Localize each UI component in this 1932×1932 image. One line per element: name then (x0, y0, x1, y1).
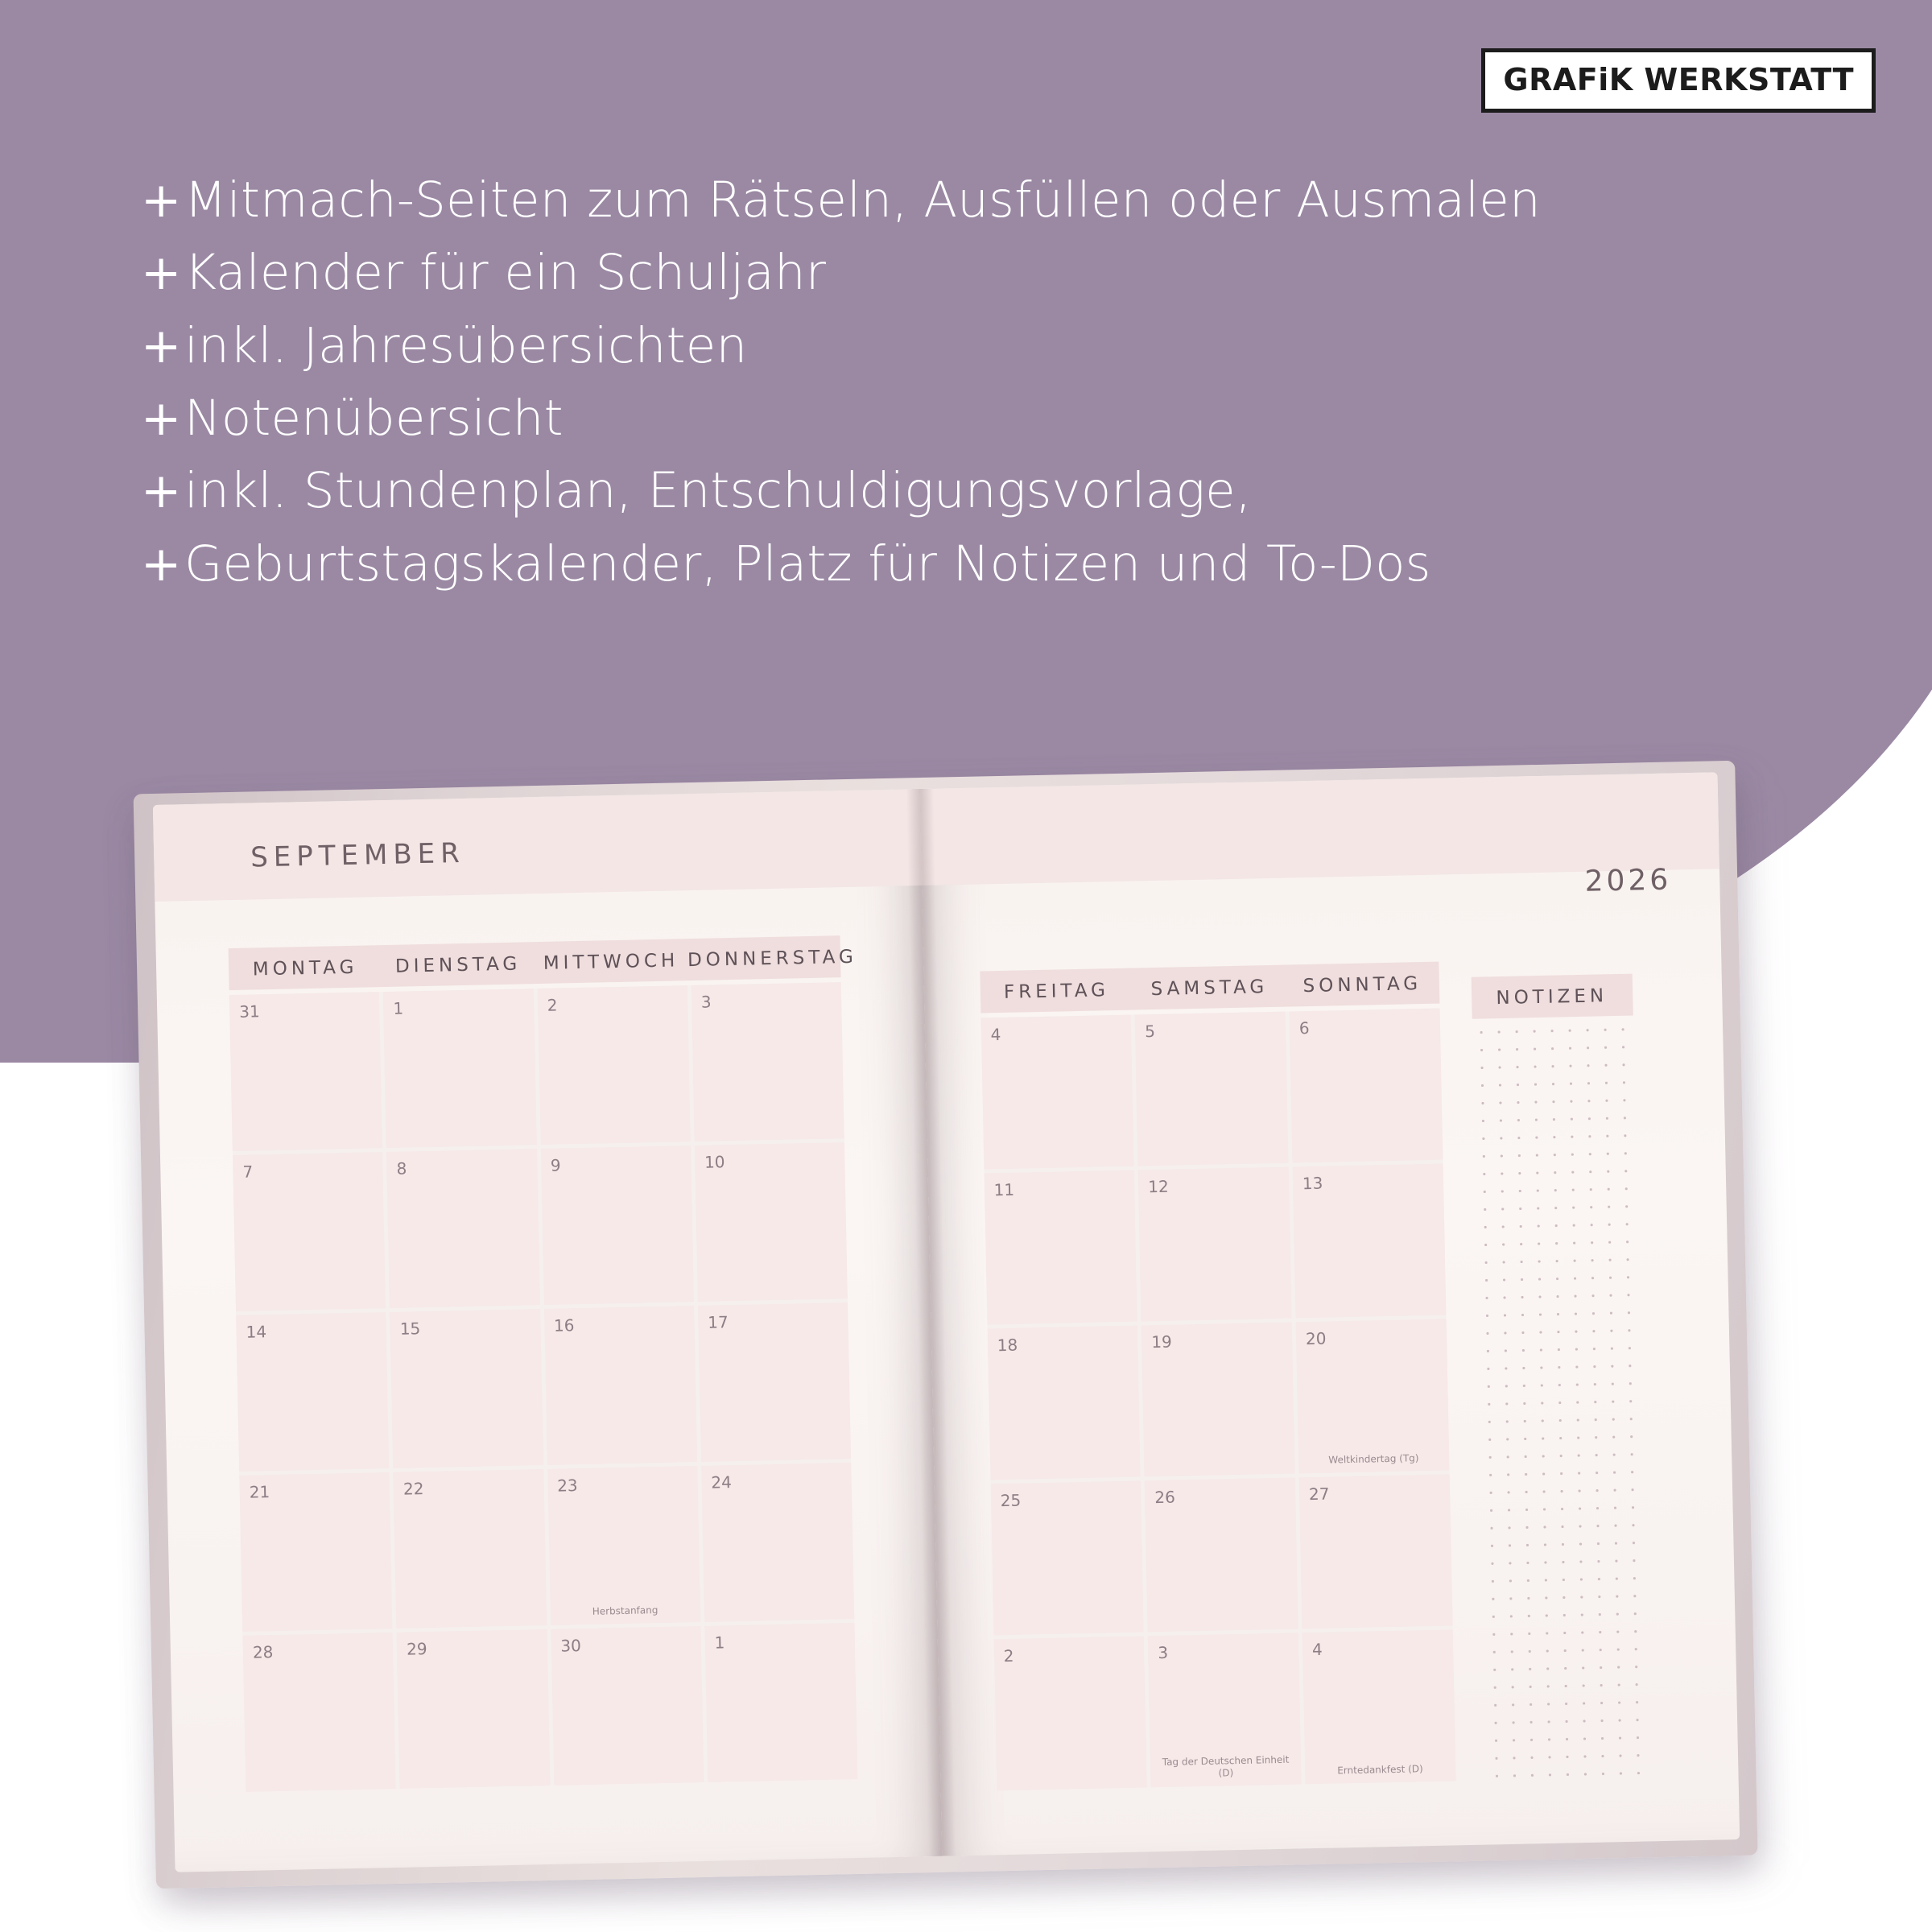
calendar-cell[interactable] (701, 1463, 854, 1622)
feature-list (141, 173, 1751, 609)
day-number: 16 (553, 1315, 575, 1335)
calendar-cell[interactable] (1145, 1477, 1298, 1632)
day-number: 29 (406, 1639, 427, 1659)
day-number: 21 (249, 1482, 270, 1502)
calendar-grid-left (229, 982, 858, 1792)
day-number: 3 (1158, 1642, 1169, 1663)
calendar-cell[interactable] (704, 1623, 857, 1782)
day-number: 14 (246, 1322, 267, 1342)
day-number: 17 (707, 1312, 729, 1332)
calendar-cell[interactable] (229, 992, 382, 1151)
calendar-book-photo (137, 769, 1795, 1912)
day-note (989, 1160, 1129, 1163)
feature-item-label: Kalender für ein Schuljahr (184, 244, 827, 302)
day-note (1300, 1309, 1441, 1312)
day-number: 27 (1308, 1484, 1330, 1505)
plus-icon: + (141, 317, 182, 374)
page-right (919, 772, 1740, 1856)
day-note (244, 1462, 384, 1465)
brand-badge (1481, 48, 1876, 113)
day-note (401, 1619, 541, 1622)
day-note (394, 1298, 535, 1302)
calendar-cell[interactable] (980, 1015, 1134, 1170)
day-note (699, 1132, 839, 1135)
page-left (153, 789, 943, 1872)
plus-icon: + (141, 463, 182, 520)
day-header-row-left (229, 935, 858, 990)
notes-header: NOTIZEN (1471, 974, 1633, 1019)
day-number: 12 (1148, 1176, 1169, 1197)
day-number: 30 (560, 1636, 582, 1656)
day-note (398, 1459, 538, 1462)
feature-item-label: Geburtstagskalender, Platz für Notizen und To-Dos (184, 535, 1431, 592)
calendar-cell[interactable] (1141, 1323, 1295, 1477)
day-number: 23 (556, 1476, 578, 1496)
day-note (712, 1773, 852, 1776)
feature-item-label: inkl. Stundenplan, Entschuldigungsvorlage, (184, 462, 1252, 520)
day-number: 1 (714, 1633, 725, 1653)
calendar-cell[interactable] (386, 1149, 539, 1308)
day-number: 10 (704, 1152, 725, 1172)
book-pages (153, 772, 1740, 1872)
calendar-cell[interactable] (698, 1302, 851, 1462)
day-note: Herbstanfang (592, 1604, 658, 1617)
day-note (995, 1471, 1136, 1474)
day-note (241, 1302, 381, 1305)
day-note (703, 1292, 843, 1295)
calendar-cell[interactable] (1148, 1633, 1302, 1787)
calendar-cell[interactable] (993, 1636, 1147, 1790)
notes-dot-grid[interactable] (1472, 1020, 1653, 1780)
day-note (998, 1626, 1139, 1629)
day-note (551, 1455, 691, 1459)
day-number: 7 (242, 1162, 254, 1182)
calendar-cell[interactable] (383, 989, 536, 1148)
day-number: 24 (711, 1472, 733, 1492)
day-header-donnerstag: DONNERSTAG (687, 946, 858, 972)
calendar-cell[interactable] (551, 1626, 704, 1785)
day-number: 2 (1003, 1645, 1014, 1666)
day-note (545, 1135, 685, 1138)
day-number: 11 (993, 1179, 1015, 1200)
calendar-cell[interactable] (390, 1309, 543, 1468)
day-note (706, 1452, 846, 1455)
feature-item (141, 464, 1751, 518)
day-note (1153, 1623, 1294, 1626)
day-number: 19 (1151, 1331, 1173, 1352)
day-number: 20 (1305, 1328, 1327, 1349)
calendar-cell[interactable] (1135, 1012, 1289, 1166)
plus-icon: + (141, 172, 182, 229)
day-note: Erntedankfest (D) (1337, 1763, 1423, 1777)
day-number: 31 (239, 1001, 260, 1022)
day-number: 4 (1311, 1639, 1323, 1660)
day-number: 6 (1298, 1018, 1310, 1038)
day-number: 13 (1302, 1173, 1323, 1194)
day-note (391, 1138, 531, 1141)
calendar-cell[interactable] (394, 1469, 547, 1629)
day-number: 8 (396, 1158, 407, 1179)
day-number: 1 (393, 998, 404, 1018)
feature-item-label: inkl. Jahresübersichten (184, 316, 748, 374)
day-note (1307, 1620, 1447, 1623)
calendar-cell[interactable] (544, 1306, 697, 1465)
calendar-cell[interactable] (547, 1466, 700, 1625)
day-number: 5 (1144, 1021, 1156, 1042)
calendar-cell[interactable] (984, 1170, 1137, 1325)
day-number: 25 (1000, 1490, 1022, 1511)
day-header-montag: MONTAG (252, 956, 358, 980)
feature-item-label: Notenübersicht (184, 389, 564, 447)
day-note (1146, 1312, 1287, 1315)
feature-item (141, 173, 1751, 228)
calendar-cell[interactable] (1299, 1474, 1453, 1629)
calendar-cell[interactable] (990, 1480, 1144, 1635)
calendar-cell[interactable] (1296, 1319, 1450, 1474)
day-number: 15 (399, 1319, 421, 1339)
day-number: 18 (997, 1335, 1018, 1356)
calendar-cell[interactable] (1138, 1167, 1292, 1322)
day-number: 9 (550, 1155, 561, 1175)
day-header-dienstag: DIENSTAG (394, 953, 522, 977)
day-note (250, 1782, 390, 1785)
day-note (992, 1315, 1133, 1319)
calendar-cell[interactable] (242, 1633, 395, 1792)
day-note (548, 1295, 688, 1298)
feature-item (141, 316, 1751, 374)
day-note (405, 1779, 545, 1782)
feature-item (141, 391, 1751, 446)
calendar-grid-right (980, 1009, 1455, 1791)
day-note (559, 1776, 699, 1779)
day-number: 3 (700, 992, 712, 1012)
day-number: 4 (990, 1025, 1001, 1045)
day-header-mittwoch: MITTWOCH (543, 950, 679, 974)
calendar-cell[interactable] (691, 982, 844, 1141)
feature-item (141, 246, 1751, 300)
calendar-cell[interactable] (537, 985, 690, 1145)
calendar-cell[interactable] (1302, 1629, 1456, 1784)
day-header-sonntag: SONNTAG (1302, 973, 1422, 997)
brand-badge-label: GRAFiK WERKSTATT (1503, 62, 1854, 97)
day-note (1150, 1468, 1290, 1471)
feature-item (141, 537, 1751, 592)
feature-item-label: Mitmach-Seiten zum Rätseln, Ausfüllen oder Ausmalen (184, 171, 1541, 229)
calendar-cell[interactable] (233, 1152, 386, 1311)
day-number: 26 (1154, 1487, 1176, 1508)
day-note (1297, 1154, 1438, 1157)
day-number: 2 (547, 995, 558, 1015)
day-header-row-right (980, 962, 1439, 1013)
month-title: SEPTEMBER (250, 836, 466, 874)
calendar-cell[interactable] (1289, 1009, 1443, 1163)
calendar-cell[interactable] (397, 1629, 550, 1789)
calendar-cell[interactable] (236, 1312, 389, 1472)
day-note: Weltkindertag (Tg) (1328, 1452, 1419, 1466)
year-title: 2026 (1584, 863, 1672, 898)
calendar-cell[interactable] (695, 1142, 848, 1302)
plus-icon: + (141, 245, 182, 302)
day-note (247, 1622, 387, 1625)
day-note (237, 1141, 378, 1145)
plus-icon: + (141, 390, 182, 447)
calendar-cell[interactable] (540, 1146, 693, 1305)
day-number: 22 (402, 1479, 424, 1499)
day-note (709, 1612, 849, 1616)
day-note (1001, 1781, 1142, 1785)
day-note (1143, 1157, 1284, 1160)
calendar-cell[interactable] (1292, 1164, 1446, 1319)
day-header-freitag: FREITAG (1003, 980, 1110, 1003)
calendar-cell[interactable] (987, 1326, 1141, 1480)
day-number: 28 (252, 1642, 274, 1662)
calendar-cell[interactable] (239, 1472, 392, 1632)
day-header-samstag: SAMSTAG (1150, 976, 1269, 1001)
plus-icon: + (141, 535, 182, 592)
day-note: Tag der Deutschen Einheit (D) (1162, 1753, 1290, 1779)
